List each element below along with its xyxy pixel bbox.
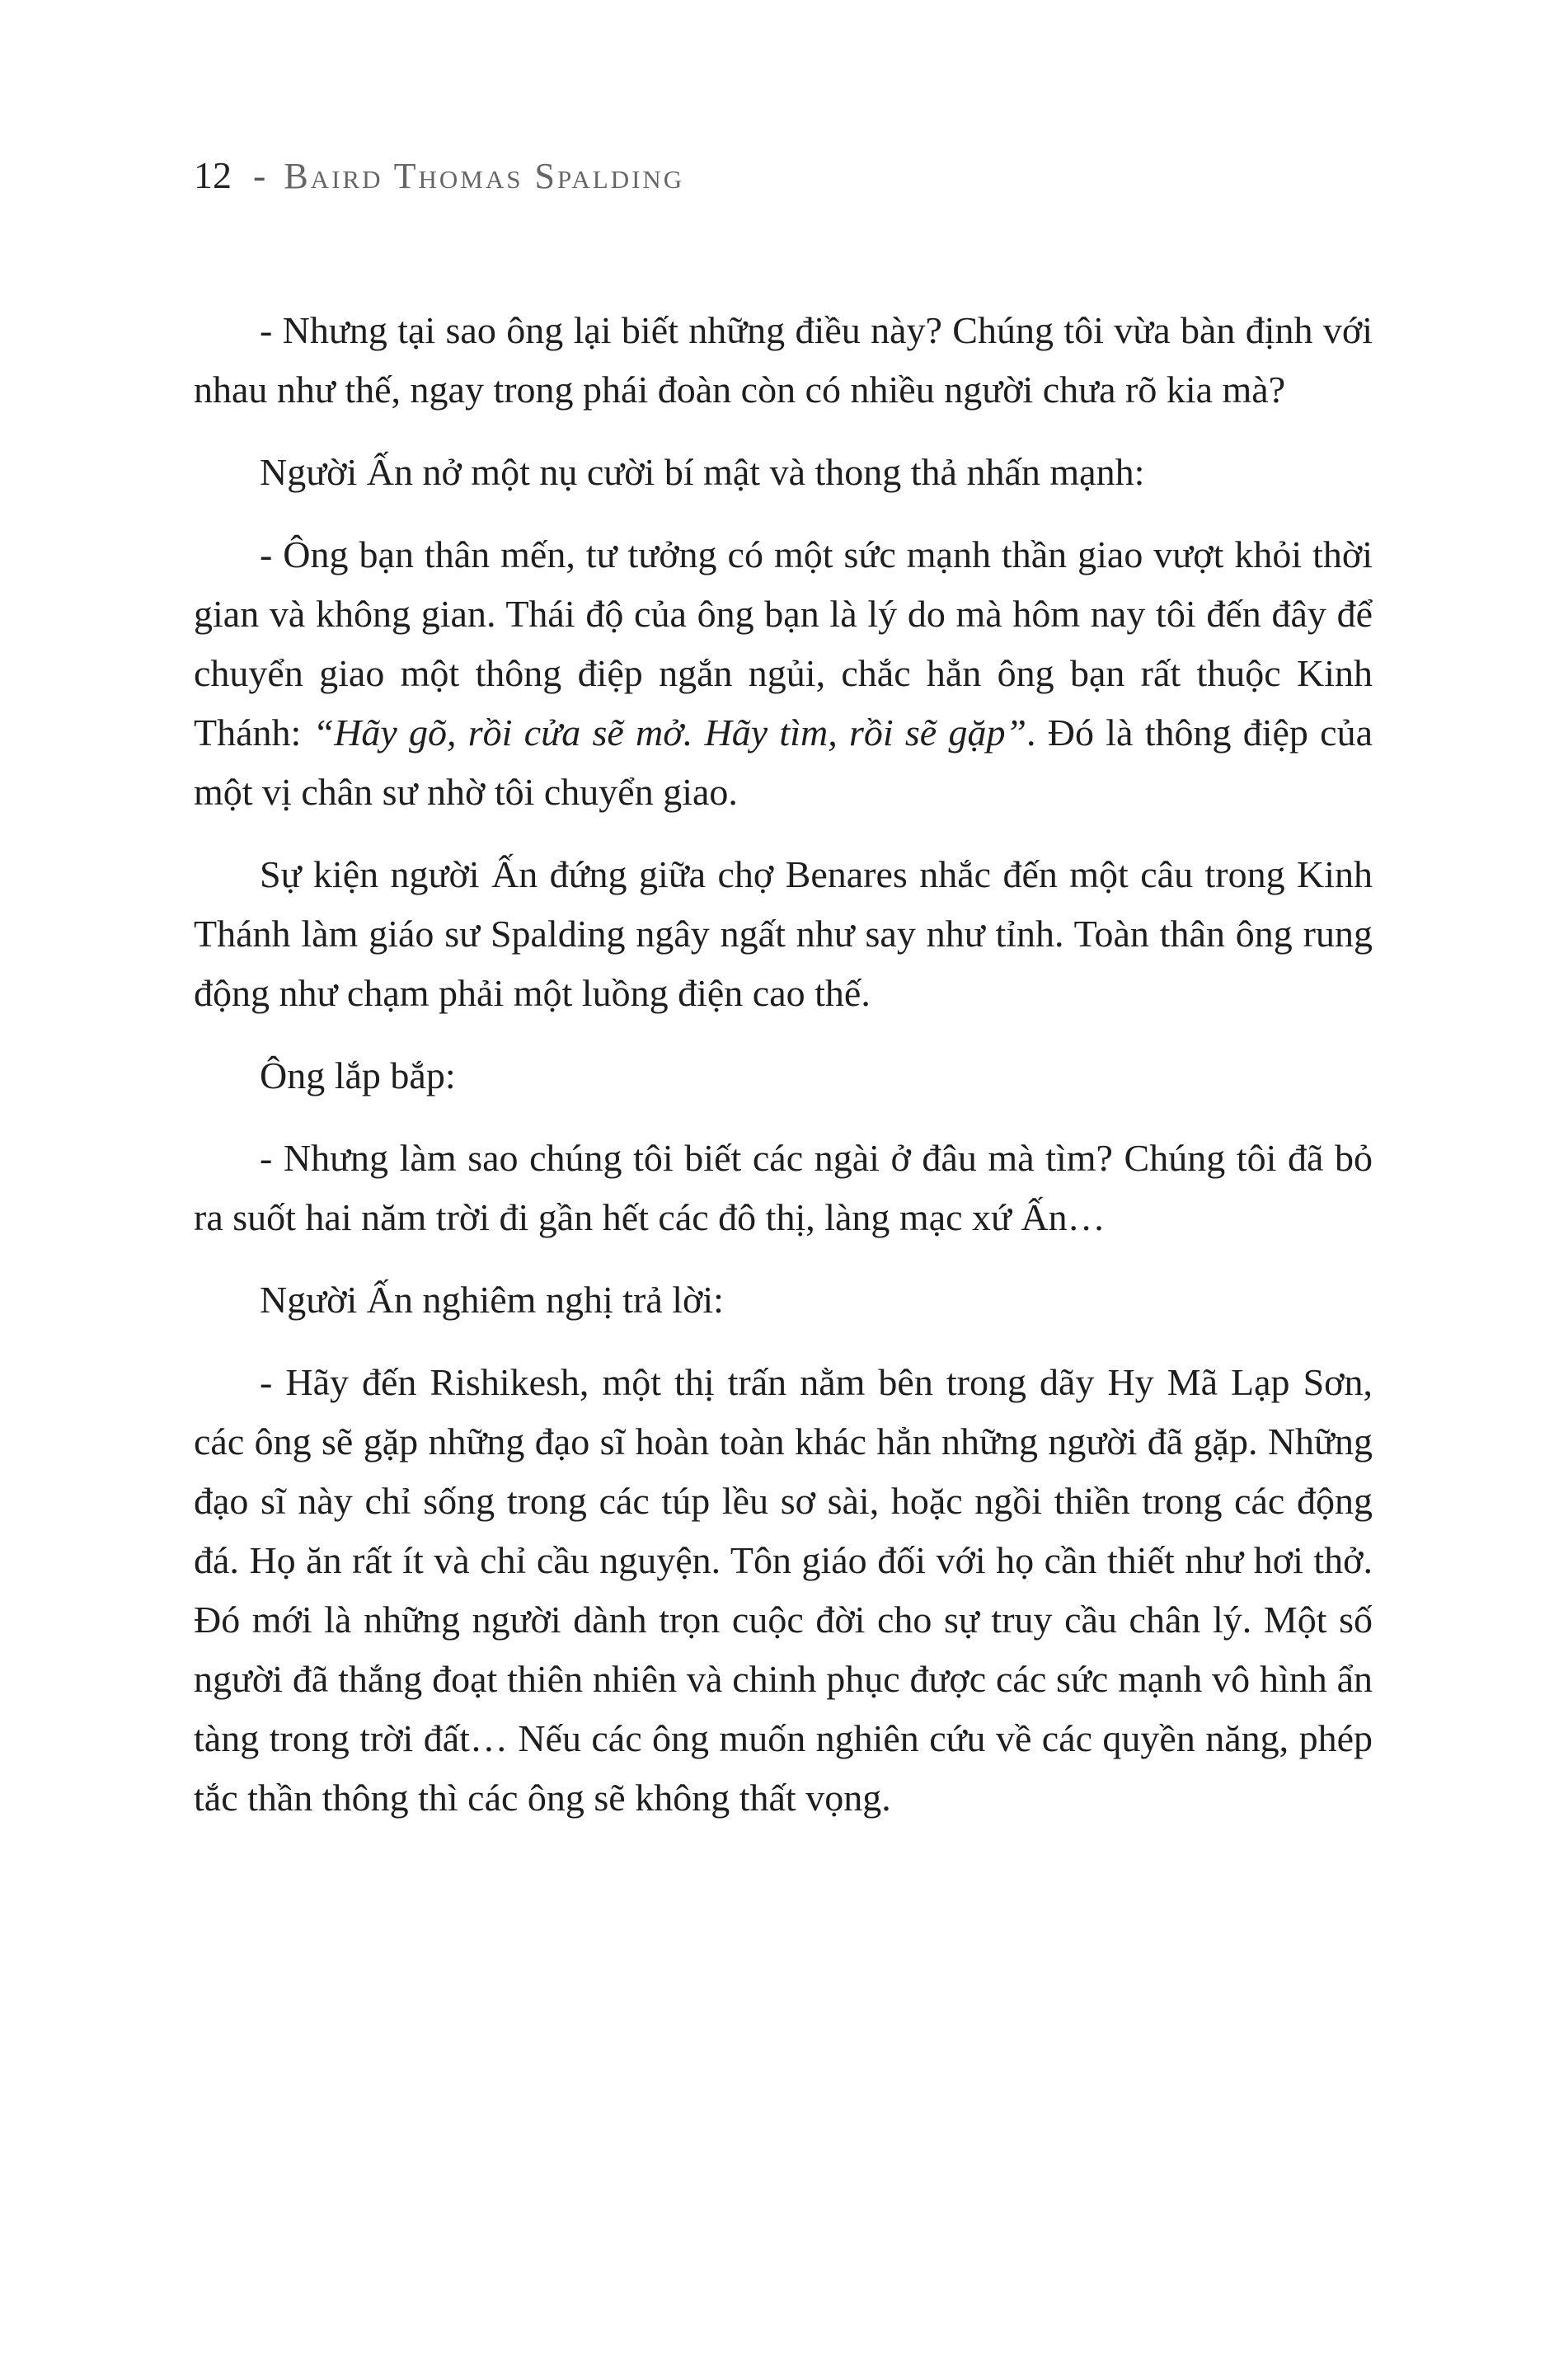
header-separator: - xyxy=(253,154,266,196)
paragraph: Ông lắp bắp: xyxy=(260,1054,456,1096)
page-number: 12 xyxy=(194,154,232,196)
paragraph-text: - Ông bạn thân mến, tư tưởng có một sức mạnh thần giao vượt khỏi thời gian và không gian. Thái độ của ông bạn là lý do mà hôm nay tôi đến đây để chuyển giao một thông điệp ngắn ngủi, chắc hẳn ông bạn rất thuộc Kinh Thánh: xyxy=(194,533,1373,754)
paragraph: Người Ấn nở một nụ cười bí mật và thong thả nhấn mạnh: xyxy=(260,451,1145,493)
paragraph: - Nhưng tại sao ông lại biết những điều này? Chúng tôi vừa bàn định với nhau như thế, ngay trong phái đoàn còn có nhiều người chưa rõ kia mà? xyxy=(194,309,1373,411)
paragraph: - Nhưng làm sao chúng tôi biết các ngài ở đâu mà tìm? Chúng tôi đã bỏ ra suốt hai năm trời đi gần hết các đô thị, làng mạc xứ Ấn… xyxy=(194,1137,1373,1238)
paragraph: Sự kiện người Ấn đứng giữa chợ Benares nhắc đến một câu trong Kinh Thánh làm giáo sư Spalding ngây ngất như say như tỉnh. Toàn thân ông rung động như chạm phải một luồng điện cao thế. xyxy=(194,853,1373,1014)
running-header xyxy=(194,155,684,197)
bible-quote: “Hãy gõ, rồi cửa sẽ mở. Hãy tìm, rồi sẽ gặp” xyxy=(312,711,1027,754)
page-body xyxy=(194,301,1373,1851)
author-name: Baird Thomas Spalding xyxy=(284,156,685,196)
paragraph xyxy=(194,525,1373,822)
paragraph: - Hãy đến Rishikesh, một thị trấn nằm bên trong dãy Hy Mã Lạp Sơn, các ông sẽ gặp những đạo sĩ hoàn toàn khác hẳn những người đã gặp. Những đạo sĩ này chỉ sống trong các túp lều sơ sài, hoặc ngồi thiền trong các động đá. Họ ăn rất ít và chỉ cầu nguyện. Tôn giáo đối với họ cần thiết như hơi thở. Đó mới là những người dành trọn cuộc đời cho sự truy cầu chân lý. Một số người đã thắng đoạt thiên nhiên và chinh phục được các sức mạnh vô hình ẩn tàng trong trời đất… Nếu các ông muốn nghiên cứu về các quyền năng, phép tắc thần thông thì các ông sẽ không thất vọng. xyxy=(194,1361,1373,1819)
paragraph-text: . Đó là thông điệp của một vị chân sư nhờ tôi chuyển giao. xyxy=(194,711,1373,813)
paragraph: Người Ấn nghiêm nghị trả lời: xyxy=(260,1279,724,1321)
